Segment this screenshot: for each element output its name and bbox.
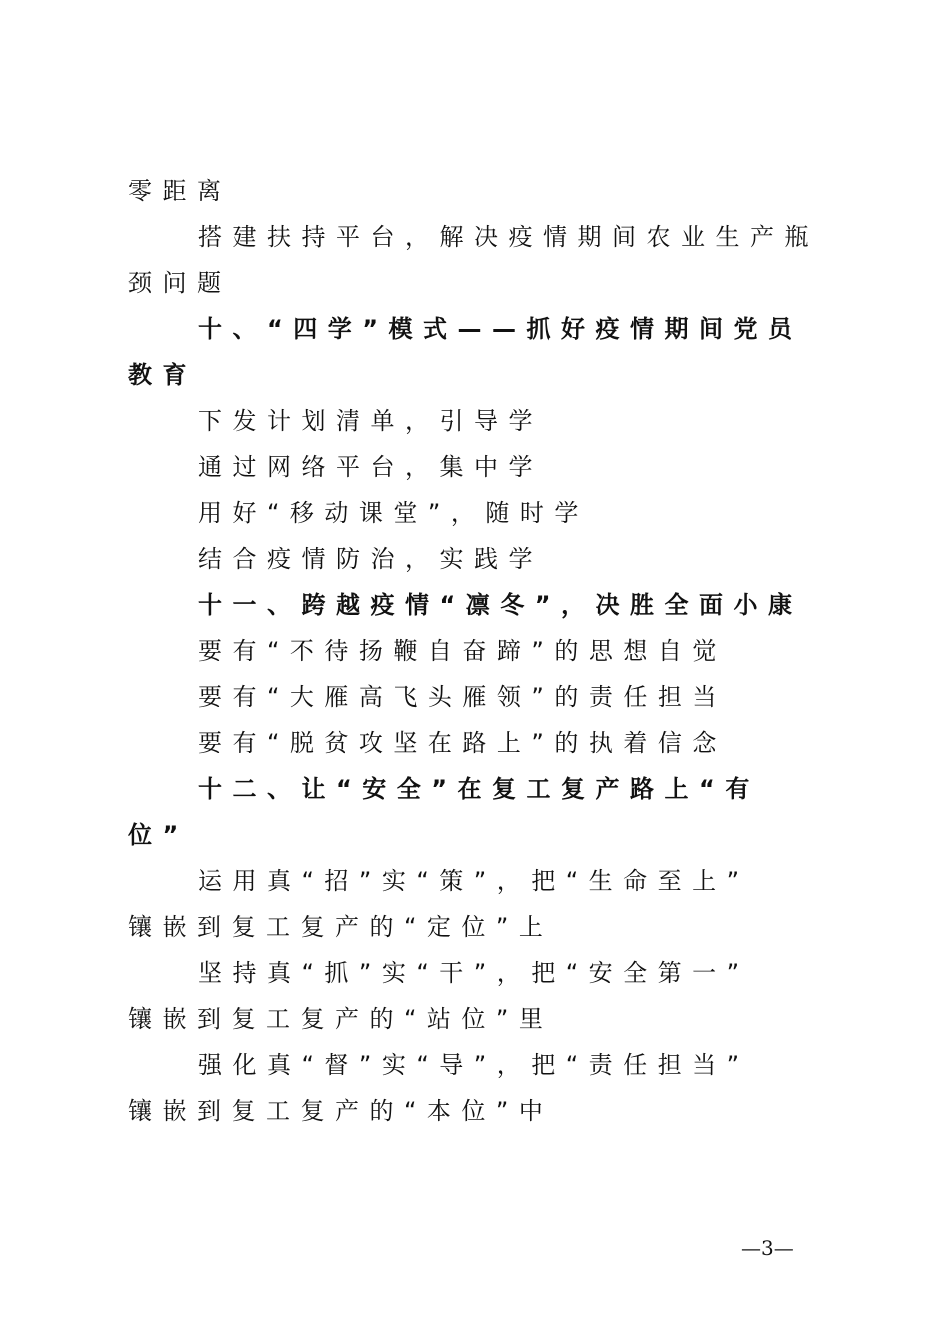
body-text-line: 用好“移动课堂”，随时学 [198,499,589,527]
section-heading-line: 位” [128,821,189,849]
body-text-line: 要有“脱贫攻坚在路上”的执着信念 [198,729,727,757]
body-text-line: 下发计划清单，引导学 [198,407,543,435]
section-heading-line: 十二、让“安全”在复工复产路上“有 [198,775,760,803]
section-heading-line: 十、“四学”模式——抓好疫情期间党员 [198,315,803,343]
body-text-line: 镶嵌到复工复产的“本位”中 [128,1097,554,1125]
body-text-line: 零距离 [128,177,232,205]
body-text-line: 运用真“招”实“策”，把“生命至上” [198,867,750,895]
body-text-line: 强化真“督”实“导”，把“责任担当” [198,1051,750,1079]
body-text-line: 要有“大雁高飞头雁领”的责任担当 [198,683,727,711]
body-text-line: 镶嵌到复工复产的“定位”上 [128,913,554,941]
body-text-line: 颈问题 [128,269,232,297]
body-text-line: 坚持真“抓”实“干”，把“安全第一” [198,959,750,987]
section-heading-line: 十一、跨越疫情“凛冬”，决胜全面小康 [198,591,803,619]
body-text-line: 要有“不待扬鞭自奋蹄”的思想自觉 [198,637,727,665]
section-heading-line: 教育 [128,361,197,389]
body-text-line: 搭建扶持平台，解决疫情期间农业生产瓶 [198,223,819,251]
body-text-line: 通过网络平台，集中学 [198,453,543,481]
body-text-line: 镶嵌到复工复产的“站位”里 [128,1005,554,1033]
body-text-line: 结合疫情防治，实践学 [198,545,543,573]
page-number: —3— [741,1236,794,1260]
